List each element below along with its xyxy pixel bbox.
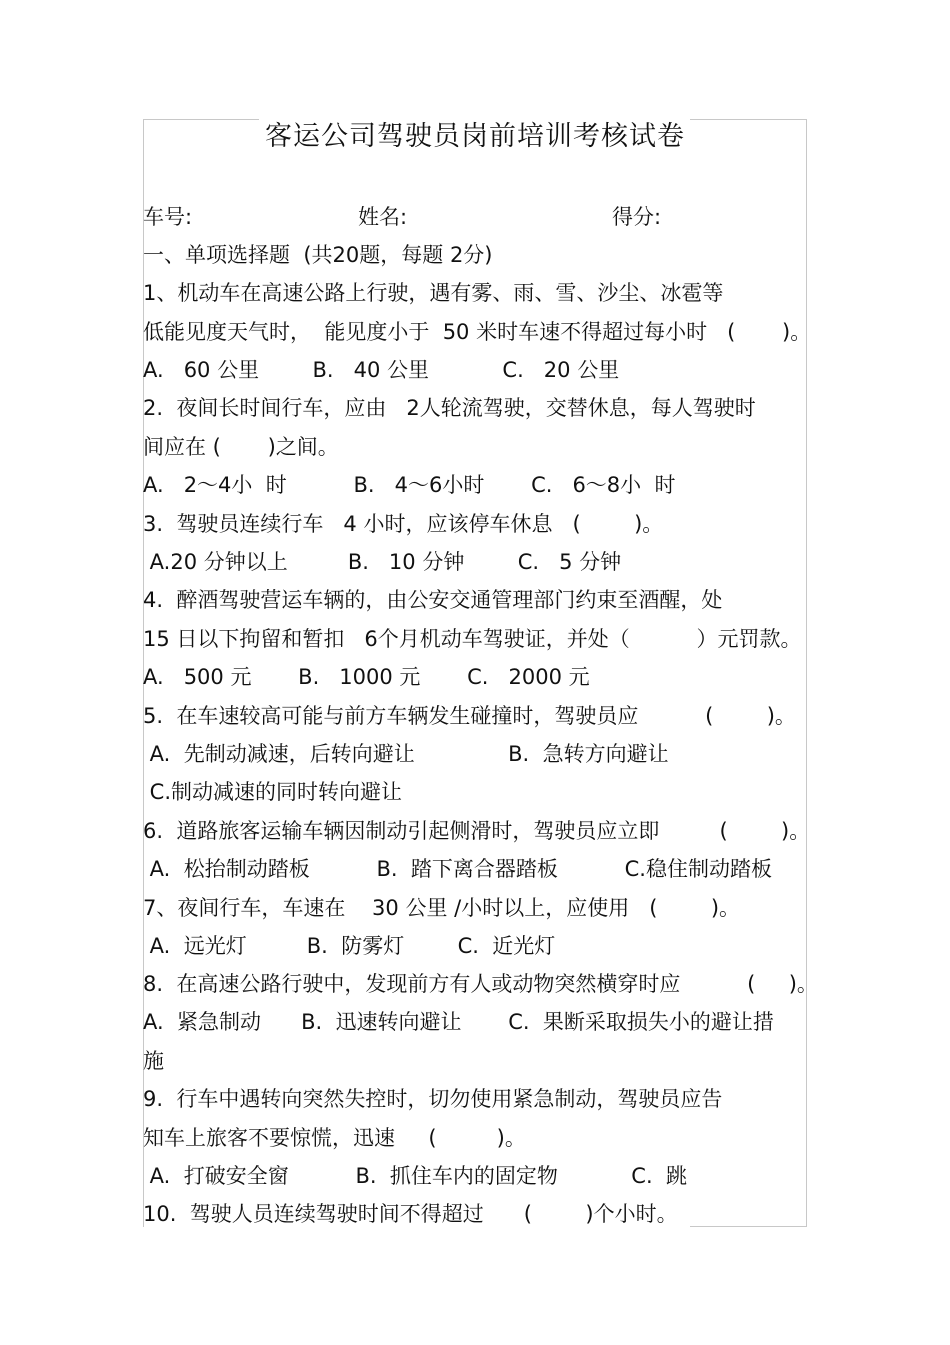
section-heading: 一、单项选择题 (共20题，每题 2分) [143,243,493,267]
question-10-line-1: 10. 驾驶人员连续驾驶时间不得超过 ( )个小时。 [143,1202,678,1226]
question-2-line-2: 间应在 ( )之间。 [143,435,339,459]
score-label: 得分: [612,205,662,229]
frame-line-right [806,119,807,1227]
question-2-options: A. 2～4小 时 B. 4～6小时 C. 6～8小 时 [143,473,676,497]
question-1-options: A. 60 公里 B. 40 公里 C. 20 公里 [143,358,620,382]
question-6-options: A. 松抬制动踏板 B. 踏下离合器踏板 C.稳住制动踏板 [143,857,772,881]
frame-line-bottom-right [690,1226,807,1227]
question-1-line-2: 低能见度天气时， 能见度小于 50 米时车速不得超过每小时 ( )。 [143,320,812,344]
question-6-line-1: 6. 道路旅客运输车辆因制动引起侧滑时，驾驶员应立即 ( )。 [143,819,811,843]
question-9-line-1: 9. 行车中遇转向突然失控时，切勿使用紧急制动，驾驶员应告 [143,1087,723,1111]
question-3-options: A.20 分钟以上 B. 10 分钟 C. 5 分钟 [143,550,622,574]
question-5-options-1: A. 先制动减速，后转向避让 B. 急转方向避让 [143,742,669,766]
question-8-line-1: 8. 在高速公路行驶中，发现前方有人或动物突然横穿时应 ( )。 [143,972,818,996]
question-7-options: A. 远光灯 B. 防雾灯 C. 近光灯 [143,934,556,958]
question-3-line-1: 3. 驾驶员连续行车 4 小时，应该停车休息 ( )。 [143,512,664,536]
page-title: 客运公司驾驶员岗前培训考核试卷 [265,121,685,152]
question-7-line-1: 7、夜间行车，车速在 30 公里 /小时以上，应使用 ( )。 [143,896,741,920]
question-9-line-2: 知车上旅客不要惊慌，迅速 ( )。 [143,1126,526,1150]
question-8-options: A. 紧急制动 B. 迅速转向避让 C. 果断采取损失小的避让措 [143,1010,774,1034]
question-2-line-1: 2. 夜间长时间行车，应由 2人轮流驾驶，交替休息，每人驾驶时 [143,396,756,420]
question-9-options: A. 打破安全窗 B. 抓住车内的固定物 C. 跳 [143,1164,687,1188]
car-number-label: 车号: [143,205,193,229]
question-8-options-wrap: 施 [143,1049,164,1073]
question-1-line-1: 1、机动车在高速公路上行驶，遇有雾、雨、雪、沙尘、冰雹等 [143,281,724,305]
question-4-line-1: 4. 醉酒驾驶营运车辆的，由公安交通管理部门约束至酒醒，处 [143,588,723,612]
question-5-line-1: 5. 在车速较高可能与前方车辆发生碰撞时，驾驶员应 ( )。 [143,704,796,728]
question-4-options: A. 500 元 B. 1000 元 C. 2000 元 [143,665,590,689]
name-label: 姓名: [358,205,408,229]
question-4-line-2: 15 日以下拘留和暂扣 6个月机动车驾驶证，并处（ ）元罚款。 [143,627,802,651]
question-5-options-2: C.制动减速的同时转向避让 [143,780,403,804]
